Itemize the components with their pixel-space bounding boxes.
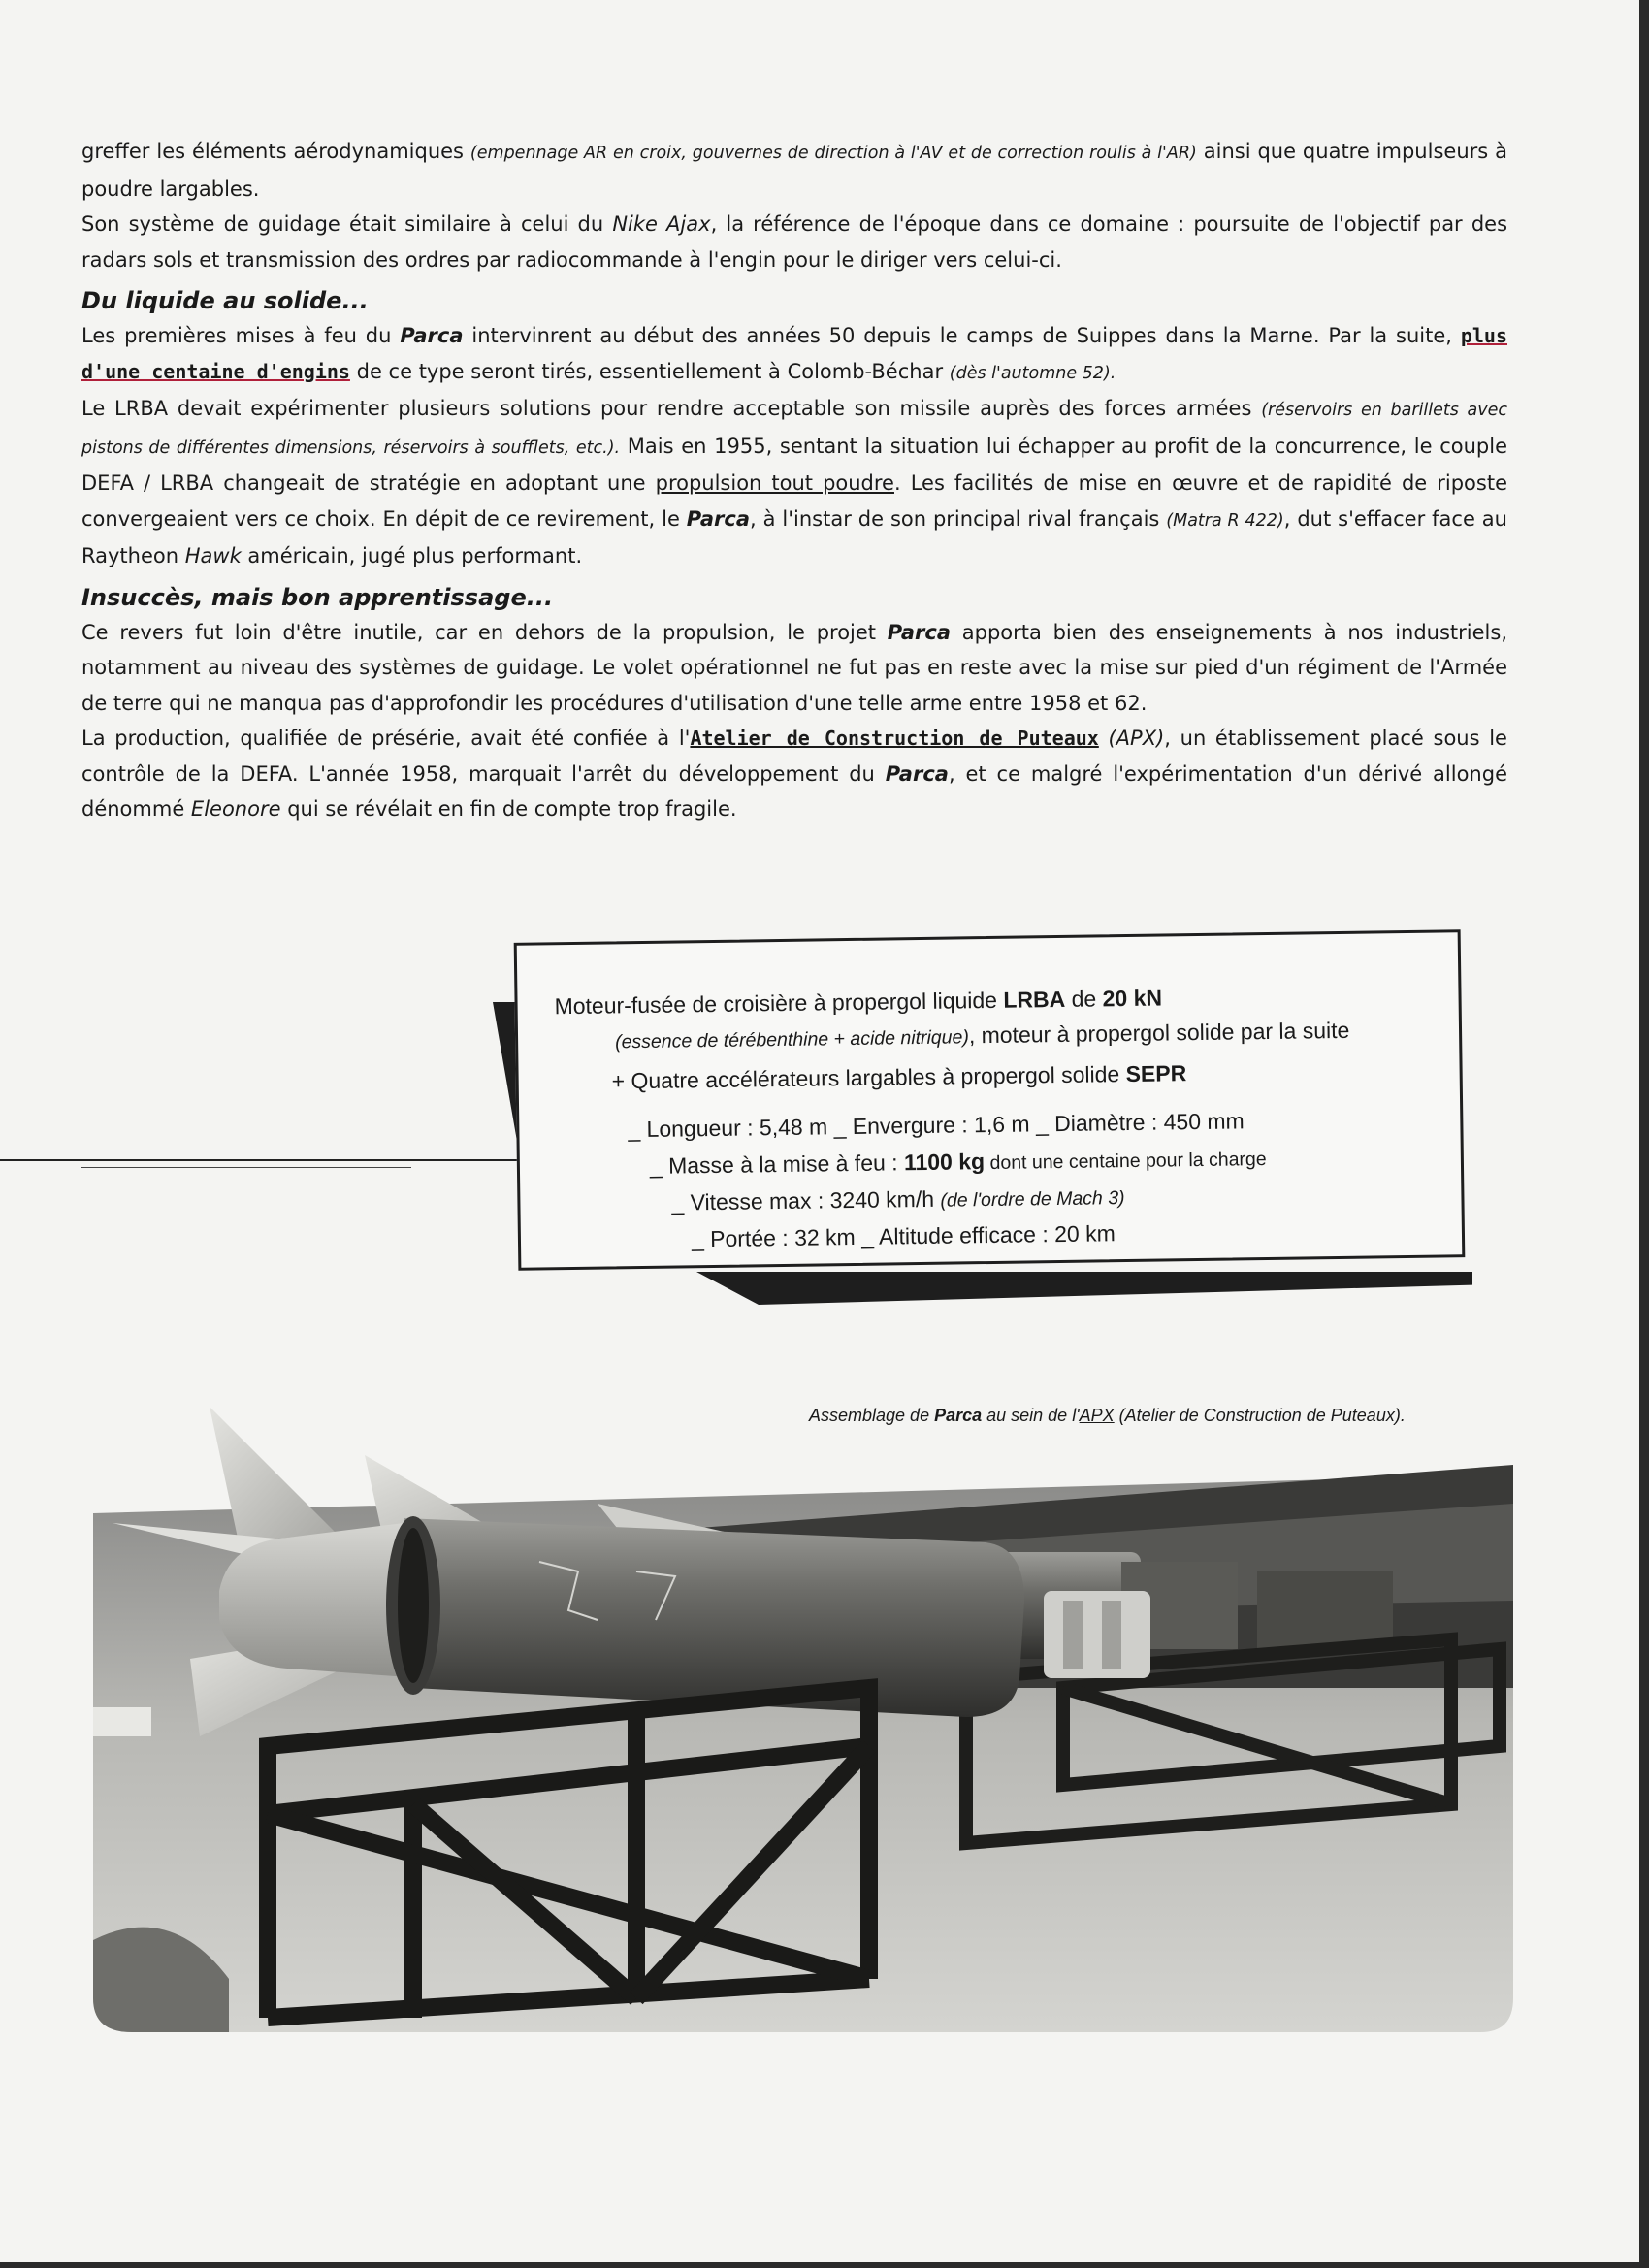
spec-boosters-line: + Quatre accélérateurs largables à propergol solide SEPR	[611, 1060, 1187, 1094]
photo-caption: Assemblage de Parca au sein de l'APX (Atelier de Construction de Puteaux).	[809, 1406, 1406, 1425]
spec-propellant-line: (essence de térébenthine + acide nitrique), moteur à propergol solide par la suite	[614, 1017, 1350, 1053]
article-body	[81, 134, 1507, 827]
spec-mass-line: _ Masse à la mise à feu : 1100 kg dont une centaine pour la charge	[649, 1149, 1267, 1179]
spec-speed-line: _ Vitesse max : 3240 km/h (de l'ordre de Mach 3)	[671, 1185, 1125, 1215]
paragraph-first-firings: Les premières mises à feu du Parca intervinrent au début des années 50 depuis le camps de Suippes dans la Marne. Par la suite, plus d'une centaine d'engins de ce type seront tirés, essentiellement à Colomb-Béchar (dès l'automne 52).	[81, 324, 1507, 383]
divider-line-thin	[81, 1167, 411, 1168]
heading-liquide-solide: Du liquide au solide...	[81, 287, 369, 314]
scan-edge-right	[1639, 0, 1649, 2268]
spec-engine-line: Moteur-fusée de croisière à propergol liquide LRBA de 20 kN	[554, 985, 1163, 1020]
paragraph-production: La production, qualifiée de présérie, avait été confiée à l'Atelier de Construction de Puteaux (APX), un établissement placé sous le contrôle de la DEFA. L'année 1958, marquait l'arrêt du développement du Parca, et ce malgré l'expérimentation d'un dérivé allongé dénommé Eleonore qui se révélait en fin de compte trop fragile.	[81, 727, 1507, 821]
spec-range-line: _ Portée : 32 km _ Altitude efficace : 20 km	[691, 1220, 1116, 1252]
spec-dimensions-line: _ Longueur : 5,48 m _ Envergure : 1,6 m _ Diamètre : 450 mm	[628, 1108, 1245, 1143]
paragraph-lessons: Ce revers fut loin d'être inutile, car en dehors de la propulsion, le projet Parca apporta bien des enseignements à nos industriels, notamment au niveau des systèmes de guidage. Le volet opérationnel ne fut pas en reste avec la mise sur pied d'un régiment de l'Armée de terre qui ne manqua pas d'approfondir les procédures d'utilisation d'une telle arme entre 1958 et 62.	[81, 620, 1507, 715]
paragraph-aerodynamics: greffer les éléments aérodynamiques (empennage AR en croix, gouvernes de direction à l'AV et de correction roulis à l'AR) ainsi que quatre impulseurs à poudre largables.	[81, 140, 1507, 201]
missile-assembly-photo	[93, 1397, 1513, 2037]
missile-photo-illustration	[93, 1397, 1513, 2037]
paragraph-guidance: Son système de guidage était similaire à celui du Nike Ajax, la référence de l'époque dans ce domaine : poursuite de l'objectif par des radars sols et transmission des ordres par radiocommande à l'engin pour le diriger vers celui-ci.	[81, 212, 1508, 272]
scan-edge-bottom	[0, 2262, 1649, 2268]
spec-box-wrapper	[493, 936, 1474, 1314]
spec-box-shadow-bottom	[696, 1272, 1472, 1305]
heading-insucces: Insuccès, mais bon apprentissage...	[81, 583, 554, 611]
divider-line	[0, 1159, 524, 1161]
paragraph-lrba-solutions: Le LRBA devait expérimenter plusieurs solutions pour rendre acceptable son missile auprès des forces armées (réservoirs en barillets avec pistons de différentes dimensions, réservoirs à soufflets, etc.). Mais en 1955, sentant la situation lui échapper au profit de la concurrence, le couple DEFA / LRBA changeait de stratégie en adoptant une propulsion tout poudre. Les facilités de mise en œuvre et de rapidité de riposte convergeaient vers ce choix. En dépit de ce revirement, le Parca, à l'instar de son principal rival français (Matra R 422), dut s'effacer face au Raytheon Hawk américain, jugé plus performant.	[81, 397, 1507, 567]
spec-box	[514, 929, 1466, 1271]
